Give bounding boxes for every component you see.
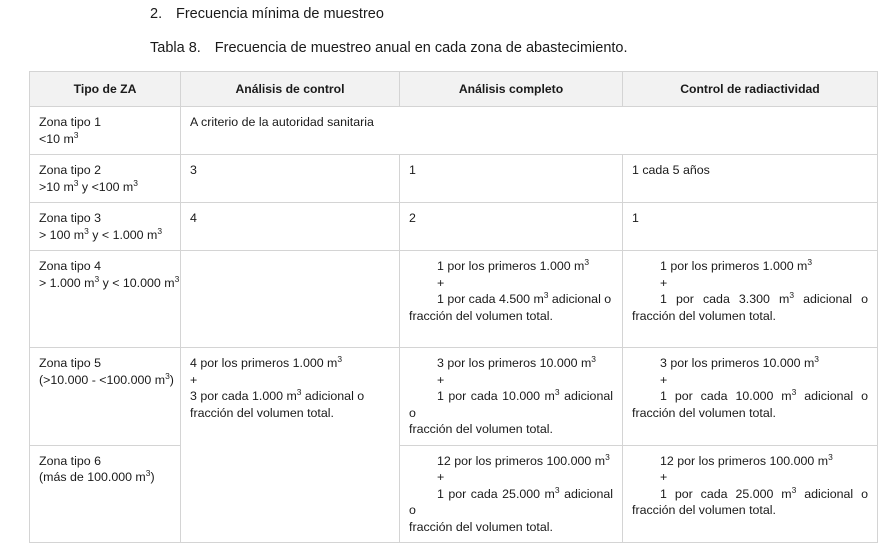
zona-volume: > 100 $m^3$ y < 1.000 $m^3$ [39,225,163,242]
table-row [30,107,878,155]
radiactividad-line-1: 1 por los primeros 1.000 $m^3$ [660,256,813,273]
analisis-control-cell: 4 [181,203,400,251]
completo-line-3: 1 por cada 4.500 $m^3$ adicional o [437,289,612,306]
completo-line-4: fracción del volumen total. [409,422,553,436]
column-header-analisis-control: Análisis de control [181,72,400,107]
control-line-1: 4 por los primeros 1.000 $m^3$ [190,353,343,370]
table-caption [150,38,628,58]
zona-label: Zona tipo 2 [39,163,101,177]
control-plus: + [190,372,198,387]
zona-label: Zona tipo 4 [39,259,101,273]
radiactividad-line-1: 3 por los primeros 10.000 $m^3$ [660,353,819,370]
radiactividad-line-4: fracción del volumen total. [632,405,776,420]
zona-label: Zona tipo 1 [39,115,101,129]
analisis-completo-cell: 1 [400,155,623,203]
radiactividad-plus: + [660,470,668,484]
zona-tipo-cell [30,251,181,348]
caption-label: Tabla 8. [150,40,201,56]
zona-label: Zona tipo 6 [39,453,101,468]
zona-label: Zona tipo 5 [39,356,101,370]
table-row [30,155,878,203]
control-radiactividad-cell [623,348,878,446]
zona-tipo-cell [30,107,181,155]
completo-line-1: 1 por los primeros 1.000 $m^3$ [437,256,590,273]
radiactividad-line-4: fracción del volumen total. [632,503,776,517]
radiactividad-plus: + [660,275,668,290]
completo-line-3: 1 por cada 10.000 $m^3$ adicional o [409,386,613,420]
section-number: 2. [150,6,163,22]
zona-volume: >10 $m^3$ y <100 $m^3$ [39,177,138,194]
control-line-3: 3 por cada 1.000 $m^3$ adicional o [190,386,365,403]
control-radiactividad-cell [623,251,878,348]
table-row [30,203,878,251]
column-header-control-radiactividad: Control de radiactividad [623,72,878,107]
zona-tipo-cell [30,155,181,203]
zona-volume: > 1.000 $m^3$ y < 10.000 $m^3$ [39,273,180,290]
control-radiactividad-cell: 1 cada 5 años [623,155,878,203]
completo-plus: + [437,470,445,484]
analisis-completo-cell: 2 [400,203,623,251]
analisis-control-cell: 3 [181,155,400,203]
radiactividad-plus: + [660,372,668,387]
zona-tipo-cell [30,203,181,251]
caption-text: Frecuencia de muestreo anual en cada zona de abastecimiento. [214,40,628,56]
completo-plus: + [437,372,445,387]
radiactividad-line-4: fracción del volumen total. [632,308,776,323]
table-row [30,251,878,348]
radiactividad-line-3: 1 por cada 25.000 $m^3$ adicional o [660,484,868,501]
zona-label: Zona tipo 3 [39,211,101,225]
completo-line-4: fracción del volumen total. [409,308,553,323]
radiactividad-line-3: 1 por cada 3.300 $m^3$ adicional o [660,289,868,306]
radiactividad-line-3: 1 por cada 10.000 $m^3$ adicional o [660,386,868,403]
completo-line-1: 12 por los primeros 100.000 $m^3$ [437,451,610,468]
zona-volume: (más de 100.000 $m^3$) [39,467,155,484]
zona-volume: <10 $m^3$ [39,129,79,146]
analisis-completo-cell [400,251,623,348]
section-heading [150,4,384,24]
control-line-4: fracción del volumen total. [190,405,334,420]
frecuencia-muestreo-table [29,71,878,543]
section-title: Frecuencia mínima de muestreo [176,6,384,22]
zona-tipo-cell [30,348,181,446]
analisis-control-cell [181,348,400,543]
zona-volume: (>10.000 - <100.000 $m^3$) [39,370,174,387]
completo-line-4: fracción del volumen total. [409,519,553,534]
completo-line-3: 1 por cada 25.000 $m^3$ adicional o [409,484,613,517]
analisis-control-cell [181,251,400,348]
column-header-tipo-za: Tipo de ZA [30,72,181,107]
analisis-completo-cell [400,348,623,446]
radiactividad-line-1: 12 por los primeros 100.000 $m^3$ [660,451,833,468]
table-header-row [30,72,878,107]
column-header-analisis-completo: Análisis completo [400,72,623,107]
criterio-autoridad-cell: A criterio de la autoridad sanitaria [181,107,878,155]
control-radiactividad-cell: 1 [623,203,878,251]
completo-plus: + [437,275,445,290]
table-row [30,348,878,446]
completo-line-1: 3 por los primeros 10.000 $m^3$ [437,353,596,370]
